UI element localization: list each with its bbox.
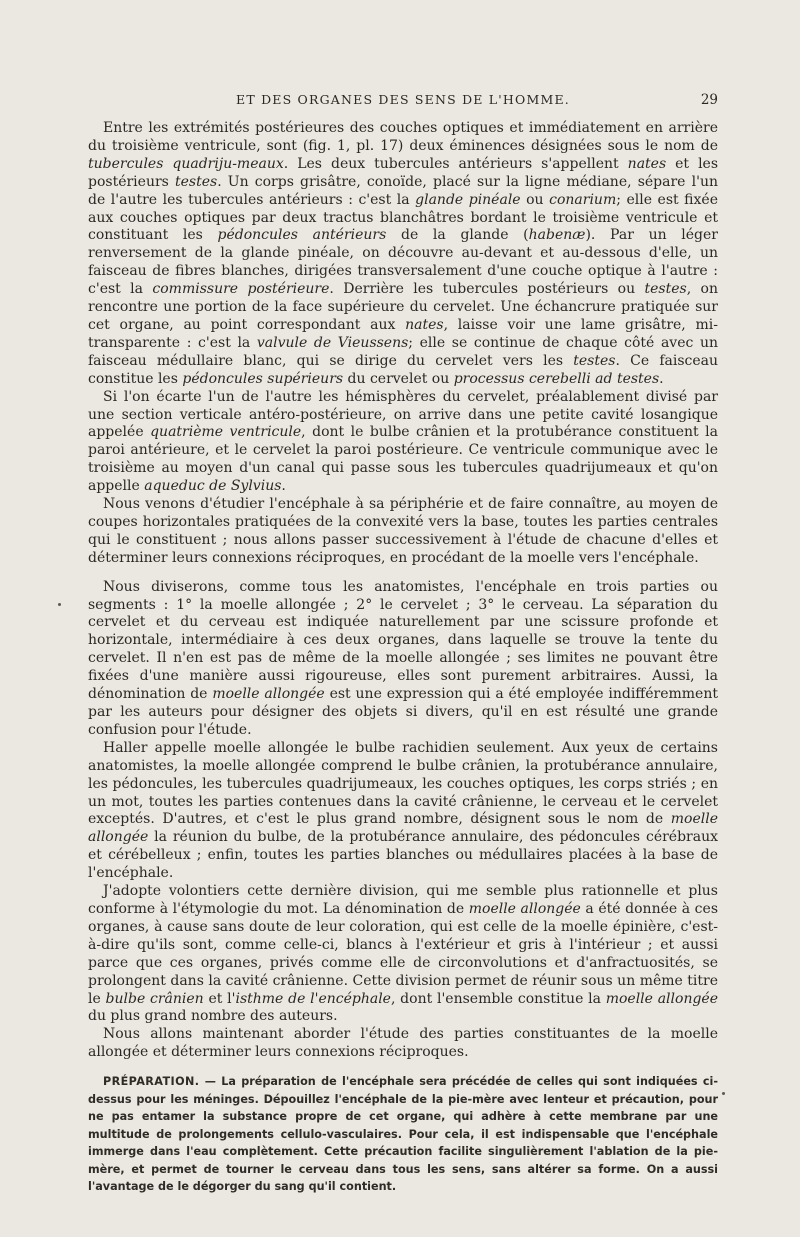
- italic-term: aqueduc de Sylvius: [144, 478, 282, 495]
- paragraph: Nous allons maintenant aborder l'étude des parties constituantes de la moelle allongée et déterminer leurs connexions réciproques.: [88, 1026, 718, 1061]
- italic-term: valvule de Vieussens: [256, 334, 409, 351]
- note-label: PRÉPARATION.: [103, 1075, 200, 1089]
- note-text: — La préparation de l'encéphale sera précédée de celles qui sont indiquées ci-dessus pour les méninges. Dépouillez l'encéphale de la pie-mère avec lenteur et précaution, pour ne pas entamer la substance propre de cet organe, qui adhère à cette membrane par une multitude de prolongements cellulo-vasculaires. Pour cela, il est indispensable que l'encéphale immerge dans l'eau complètement. Cette précaution facilite singulièrement l'ablation de la pie-mère, et permet de tourner le cerveau dans tous les sens, sans altérer sa forme. On a aussi l'avantage de le dégorger du sang qu'il contient.: [88, 1075, 718, 1194]
- paragraph: Nous venons d'étudier l'encéphale à sa périphérie et de faire connaître, au moyen de coupes horizontales pratiquées de la convexité vers la base, toutes les parties centrales qui le constituent ; nous allons passer successivement à l'étude de chacune d'elles et déterminer leurs connexions réciproques, en procédant de la moelle vers l'encéphale.: [88, 496, 718, 566]
- margin-dot: [58, 603, 61, 606]
- italic-term: moelle allongée: [468, 900, 581, 917]
- italic-term: glande pinéale: [415, 191, 521, 208]
- paragraph: Haller appelle moelle allongée le bulbe rachidien seulement. Aux yeux de certains anatomistes, la moelle allongée comprend le bulbe crânien, la protubérance annulaire, les pédoncules, les tubercules quadrijumeaux, les couches optiques, les corps striés ; en un mot, toutes les parties contenues dans la cavité crânienne, le cerveau et le cervelet exceptés. D'autres, et c'est le plus grand nombre, désignent sous le nom de moelle allongée la réunion du bulbe, de la protubérance annulaire, des pédoncules cérébraux et cérébelleux ; enfin, toutes les parties blanches ou médullaires placées à la base de l'encéphale.: [88, 739, 718, 882]
- preparation-note: [88, 1073, 718, 1196]
- page-header: [88, 92, 718, 112]
- italic-term: moelle allongée: [88, 811, 718, 846]
- italic-term: habenæ: [528, 227, 586, 244]
- body-text: [88, 120, 718, 1196]
- italic-term: testes: [175, 173, 218, 190]
- italic-term: isthme de l'encéphale: [235, 990, 391, 1007]
- italic-term: processus cerebelli ad testes: [453, 370, 660, 387]
- italic-term: nates: [627, 155, 667, 172]
- italic-term: commissure postérieure: [152, 281, 330, 298]
- italic-term: testes: [644, 281, 687, 298]
- italic-term: conarium: [549, 191, 617, 208]
- paragraph: Si l'on écarte l'un de l'autre les hémisphères du cervelet, préalablement divisé par une section verticale antéro-postérieure, on arrive dans une petite cavité losangique appelée quatrième ventricule, dont le bulbe crânien et la protubérance constituent la paroi antérieure, et le cervelet la paroi postérieure. Ce ventricule communique avec le troisième au moyen d'un canal qui passe sous les tubercules quadrijumeaux et qu'on appelle aqueduc de Sylvius.: [88, 388, 718, 495]
- paragraph: Nous diviserons, comme tous les anatomistes, l'encéphale en trois parties ou segments : 1° la moelle allongée ; 2° le cervelet ; 3° le cerveau. La séparation du cervelet et du cerveau est indiquée naturellement par une scissure profonde et horizontale, intermédiaire à ces deux organes, dans laquelle se trouve la tente du cervelet. Il n'en est pas de même de la moelle allongée ; ses limites ne pouvant être fixées d'une manière aussi rigoureuse, elles sont purement arbitraires. Aussi, la dénomination de moelle allongée est une expression qui a été employée indifféremment par les auteurs pour désigner des objets si divers, qu'il en est résulté une grande confusion pour l'étude.: [88, 578, 718, 738]
- italic-term: moelle allongée: [605, 990, 718, 1007]
- italic-term: pédoncules antérieurs: [217, 227, 387, 244]
- margin-dot: [722, 1092, 725, 1095]
- italic-term: tubercules quadriju-meaux: [88, 155, 284, 172]
- italic-term: bulbe crânien: [105, 990, 204, 1007]
- italic-term: pédoncules supérieurs: [182, 370, 344, 387]
- italic-term: testes: [573, 352, 616, 369]
- paragraph: Entre les extrémités postérieures des couches optiques et immédiatement en arrière du troisième ventricule, sont (fig. 1, pl. 17) deux éminences désignées sous le nom de tubercules quadriju-meaux. Les deux tubercules antérieurs s'appellent nates et les postérieurs testes. Un corps grisâtre, conoïde, placé sur la ligne médiane, sépare l'un de l'autre les tubercules antérieurs : c'est la glande pinéale ou conarium; elle est fixée aux couches optiques par deux tractus blanchâtres bordant le troisième ventricule et constituant les pédoncules antérieurs de la glande (habenæ). Par un léger renversement de la glande pinéale, on découvre au-devant et au-dessous d'elle, un faisceau de fibres blanches, dirigées transversalement d'une couche optique à l'autre : c'est la commissure postérieure. Derrière les tubercules postérieurs ou testes, on rencontre une portion de la face supérieure du cervelet. Une échancrure pratiquée sur cet organe, au point correspondant aux nates, laisse voir une lame grisâtre, mi-transparente : c'est la valvule de Vieussens; elle se continue de chaque côté avec un faisceau médullaire blanc, qui se dirige du cervelet vers les testes. Ce faisceau constitue les pédoncules supérieurs du cervelet ou processus cerebelli ad testes.: [88, 120, 719, 387]
- italic-term: nates: [405, 316, 444, 333]
- page-number: 29: [700, 92, 718, 108]
- paragraph: J'adopte volontiers cette dernière division, qui me semble plus rationnelle et plus conforme à l'étymologie du mot. La dénomination de moelle allongée a été donnée à ces organes, à cause sans doute de leur coloration, qui est celle de la moelle épinière, c'est-à-dire qu'ils sont, comme celle-ci, blancs à l'extérieur et gris à l'intérieur ; et aussi parce que ces organes, privés comme elle de circonvolutions et d'anfractuosités, se prolongent dans la cavité crânienne. Cette division permet de réunir sous un même titre le bulbe crânien et l'isthme de l'encéphale, dont l'ensemble constitue la moelle allongée du plus grand nombre des auteurs.: [88, 883, 718, 1025]
- running-title: ET DES ORGANES DES SENS DE L'HOMME.: [236, 92, 570, 107]
- italic-term: quatrième ventricule: [150, 424, 302, 441]
- italic-term: moelle allongée: [212, 686, 325, 703]
